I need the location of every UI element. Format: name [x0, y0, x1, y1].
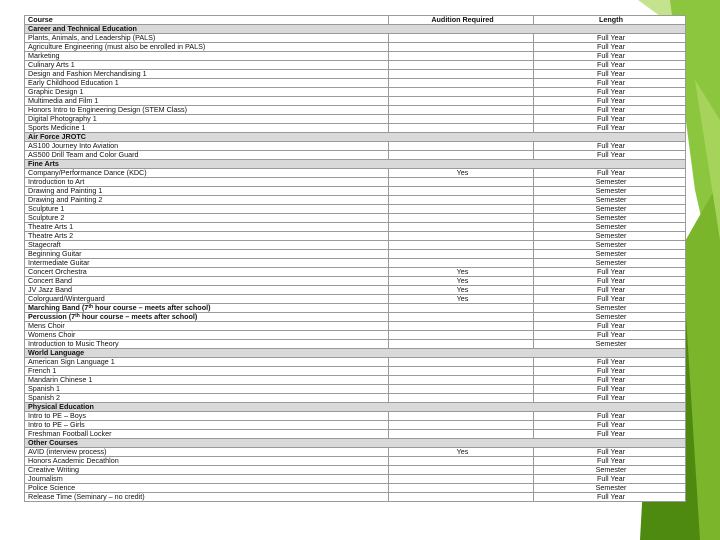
length-cell: Full Year	[534, 70, 686, 79]
length-cell: Full Year	[534, 457, 686, 466]
section-header-row	[25, 133, 686, 142]
audition-cell	[389, 322, 534, 331]
audition-cell	[389, 178, 534, 187]
table-row	[25, 493, 686, 502]
table-row	[25, 43, 686, 52]
length-cell: Full Year	[534, 268, 686, 277]
course-cell: Honors Academic Decathlon	[25, 457, 389, 466]
section-title: World Language	[25, 349, 686, 358]
table-row	[25, 376, 686, 385]
audition-cell	[389, 367, 534, 376]
audition-cell	[389, 79, 534, 88]
course-cell: Company/Performance Dance (KDC)	[25, 169, 389, 178]
header-course: Course	[25, 16, 389, 25]
audition-cell	[389, 124, 534, 133]
audition-cell: Yes	[389, 286, 534, 295]
length-cell: Full Year	[534, 448, 686, 457]
length-cell: Semester	[534, 178, 686, 187]
course-document	[24, 15, 685, 502]
table-row	[25, 250, 686, 259]
length-cell: Semester	[534, 187, 686, 196]
audition-cell	[389, 457, 534, 466]
course-cell: Freshman Football Locker	[25, 430, 389, 439]
length-cell: Full Year	[534, 493, 686, 502]
length-cell: Full Year	[534, 421, 686, 430]
table-row	[25, 187, 686, 196]
section-header-row	[25, 25, 686, 34]
course-cell: JV Jazz Band	[25, 286, 389, 295]
length-cell: Full Year	[534, 151, 686, 160]
table-row	[25, 241, 686, 250]
audition-cell	[389, 61, 534, 70]
audition-cell	[389, 70, 534, 79]
course-cell: Mens Choir	[25, 322, 389, 331]
course-cell: Marketing	[25, 52, 389, 61]
length-cell: Full Year	[534, 331, 686, 340]
length-cell: Full Year	[534, 430, 686, 439]
course-cell: Digital Photography 1	[25, 115, 389, 124]
table-row	[25, 142, 686, 151]
table-row	[25, 457, 686, 466]
course-cell: Mandarin Chinese 1	[25, 376, 389, 385]
section-title: Career and Technical Education	[25, 25, 686, 34]
audition-cell	[389, 205, 534, 214]
table-row	[25, 484, 686, 493]
table-row	[25, 52, 686, 61]
audition-cell	[389, 484, 534, 493]
table-row	[25, 358, 686, 367]
audition-cell	[389, 250, 534, 259]
length-cell: Semester	[534, 466, 686, 475]
length-cell: Semester	[534, 313, 686, 322]
length-cell: Full Year	[534, 88, 686, 97]
length-cell: Semester	[534, 214, 686, 223]
length-cell: Semester	[534, 259, 686, 268]
course-cell: AVID (interview process)	[25, 448, 389, 457]
audition-cell	[389, 115, 534, 124]
length-cell: Full Year	[534, 394, 686, 403]
header-audition-required: Audition Required	[389, 16, 534, 25]
section-header-row	[25, 403, 686, 412]
course-cell: Culinary Arts 1	[25, 61, 389, 70]
audition-cell	[389, 232, 534, 241]
section-title: Physical Education	[25, 403, 686, 412]
length-cell: Full Year	[534, 385, 686, 394]
course-cell: Womens Choir	[25, 331, 389, 340]
length-cell: Full Year	[534, 475, 686, 484]
length-cell: Semester	[534, 232, 686, 241]
length-cell: Full Year	[534, 43, 686, 52]
course-cell: Creative Writing	[25, 466, 389, 475]
length-cell: Full Year	[534, 61, 686, 70]
length-cell: Full Year	[534, 367, 686, 376]
table-row	[25, 475, 686, 484]
length-cell: Full Year	[534, 115, 686, 124]
length-cell: Full Year	[534, 376, 686, 385]
length-cell: Semester	[534, 304, 686, 313]
course-cell: French 1	[25, 367, 389, 376]
course-table-body	[25, 25, 686, 502]
length-cell: Semester	[534, 340, 686, 349]
course-cell: Intro to PE – Girls	[25, 421, 389, 430]
table-row	[25, 169, 686, 178]
length-cell: Semester	[534, 205, 686, 214]
audition-cell	[389, 223, 534, 232]
audition-cell	[389, 475, 534, 484]
audition-cell	[389, 97, 534, 106]
audition-cell	[389, 88, 534, 97]
course-cell: Introduction to Art	[25, 178, 389, 187]
course-cell: Sculpture 1	[25, 205, 389, 214]
table-row	[25, 394, 686, 403]
table-row	[25, 196, 686, 205]
course-cell: Graphic Design 1	[25, 88, 389, 97]
course-cell: Theatre Arts 2	[25, 232, 389, 241]
table-row	[25, 295, 686, 304]
audition-cell	[389, 43, 534, 52]
audition-cell	[389, 52, 534, 61]
audition-cell: Yes	[389, 277, 534, 286]
section-title: Air Force JROTC	[25, 133, 686, 142]
course-cell: Intermediate Guitar	[25, 259, 389, 268]
audition-cell: Yes	[389, 295, 534, 304]
table-row	[25, 232, 686, 241]
table-row	[25, 34, 686, 43]
audition-cell	[389, 430, 534, 439]
course-cell: Concert Band	[25, 277, 389, 286]
section-title: Other Courses	[25, 439, 686, 448]
table-row	[25, 223, 686, 232]
audition-cell	[389, 34, 534, 43]
table-header-row	[25, 16, 686, 25]
audition-cell	[389, 421, 534, 430]
length-cell: Semester	[534, 241, 686, 250]
course-cell: Plants, Animals, and Leadership (PALS)	[25, 34, 389, 43]
table-row	[25, 313, 686, 322]
course-cell: Sports Medicine 1	[25, 124, 389, 133]
table-row	[25, 79, 686, 88]
audition-cell	[389, 142, 534, 151]
length-cell: Full Year	[534, 142, 686, 151]
table-row	[25, 97, 686, 106]
course-cell: Introduction to Music Theory	[25, 340, 389, 349]
course-cell: Police Science	[25, 484, 389, 493]
audition-cell	[389, 241, 534, 250]
length-cell: Semester	[534, 250, 686, 259]
length-cell: Full Year	[534, 169, 686, 178]
section-header-row	[25, 160, 686, 169]
audition-cell	[389, 466, 534, 475]
length-cell: Semester	[534, 223, 686, 232]
length-cell: Full Year	[534, 97, 686, 106]
course-cell: Beginning Guitar	[25, 250, 389, 259]
table-row	[25, 88, 686, 97]
course-table	[24, 15, 686, 502]
course-cell: Honors Intro to Engineering Design (STEM Class)	[25, 106, 389, 115]
table-row	[25, 106, 686, 115]
course-cell: Agriculture Engineering (must also be enrolled in PALS)	[25, 43, 389, 52]
course-cell: Design and Fashion Merchandising 1	[25, 70, 389, 79]
audition-cell	[389, 304, 534, 313]
table-row	[25, 385, 686, 394]
table-row	[25, 304, 686, 313]
length-cell: Full Year	[534, 277, 686, 286]
table-row	[25, 115, 686, 124]
table-row	[25, 367, 686, 376]
audition-cell	[389, 214, 534, 223]
audition-cell: Yes	[389, 268, 534, 277]
length-cell: Full Year	[534, 34, 686, 43]
section-title: Fine Arts	[25, 160, 686, 169]
table-row	[25, 70, 686, 79]
course-cell: Intro to PE – Boys	[25, 412, 389, 421]
ordinal-superscript: th	[75, 313, 80, 319]
length-cell: Full Year	[534, 52, 686, 61]
table-row	[25, 322, 686, 331]
length-cell: Full Year	[534, 106, 686, 115]
audition-cell	[389, 358, 534, 367]
table-row	[25, 277, 686, 286]
table-row	[25, 178, 686, 187]
table-row	[25, 466, 686, 475]
table-row	[25, 412, 686, 421]
audition-cell	[389, 196, 534, 205]
audition-cell	[389, 106, 534, 115]
header-length: Length	[534, 16, 686, 25]
audition-cell	[389, 376, 534, 385]
table-row	[25, 259, 686, 268]
audition-cell	[389, 331, 534, 340]
course-cell: Spanish 1	[25, 385, 389, 394]
audition-cell	[389, 412, 534, 421]
audition-cell	[389, 340, 534, 349]
length-cell: Full Year	[534, 124, 686, 133]
table-row	[25, 331, 686, 340]
table-row	[25, 448, 686, 457]
table-row	[25, 61, 686, 70]
length-cell: Full Year	[534, 79, 686, 88]
course-cell: American Sign Language 1	[25, 358, 389, 367]
audition-cell	[389, 313, 534, 322]
course-cell: Spanish 2	[25, 394, 389, 403]
course-cell: Percussion (7th hour course – meets after school)	[25, 313, 389, 322]
table-row	[25, 286, 686, 295]
ordinal-superscript: th	[88, 304, 94, 310]
course-cell: AS100 Journey Into Aviation	[25, 142, 389, 151]
table-row	[25, 151, 686, 160]
table-row	[25, 124, 686, 133]
length-cell: Full Year	[534, 358, 686, 367]
length-cell: Full Year	[534, 322, 686, 331]
audition-cell	[389, 394, 534, 403]
table-row	[25, 430, 686, 439]
course-cell: Colorguard/Winterguard	[25, 295, 389, 304]
audition-cell	[389, 187, 534, 196]
audition-cell: Yes	[389, 169, 534, 178]
audition-cell	[389, 385, 534, 394]
course-cell: Marching Band (7th hour course – meets after school)	[25, 304, 389, 313]
course-cell: Stagecraft	[25, 241, 389, 250]
audition-cell	[389, 493, 534, 502]
course-cell: Release Time (Seminary – no credit)	[25, 493, 389, 502]
length-cell: Full Year	[534, 412, 686, 421]
table-row	[25, 421, 686, 430]
course-cell: Concert Orchestra	[25, 268, 389, 277]
course-cell: Drawing and Painting 1	[25, 187, 389, 196]
course-cell: Journalism	[25, 475, 389, 484]
length-cell: Full Year	[534, 295, 686, 304]
length-cell: Semester	[534, 484, 686, 493]
section-header-row	[25, 349, 686, 358]
course-cell: Early Childhood Education 1	[25, 79, 389, 88]
table-row	[25, 268, 686, 277]
course-cell: Drawing and Painting 2	[25, 196, 389, 205]
table-row	[25, 340, 686, 349]
course-cell: Multimedia and Film 1	[25, 97, 389, 106]
table-row	[25, 205, 686, 214]
length-cell: Semester	[534, 196, 686, 205]
section-header-row	[25, 439, 686, 448]
course-cell: Theatre Arts 1	[25, 223, 389, 232]
course-cell: AS500 Drill Team and Color Guard	[25, 151, 389, 160]
length-cell: Full Year	[534, 286, 686, 295]
table-row	[25, 214, 686, 223]
audition-cell: Yes	[389, 448, 534, 457]
audition-cell	[389, 259, 534, 268]
course-cell: Sculpture 2	[25, 214, 389, 223]
audition-cell	[389, 151, 534, 160]
